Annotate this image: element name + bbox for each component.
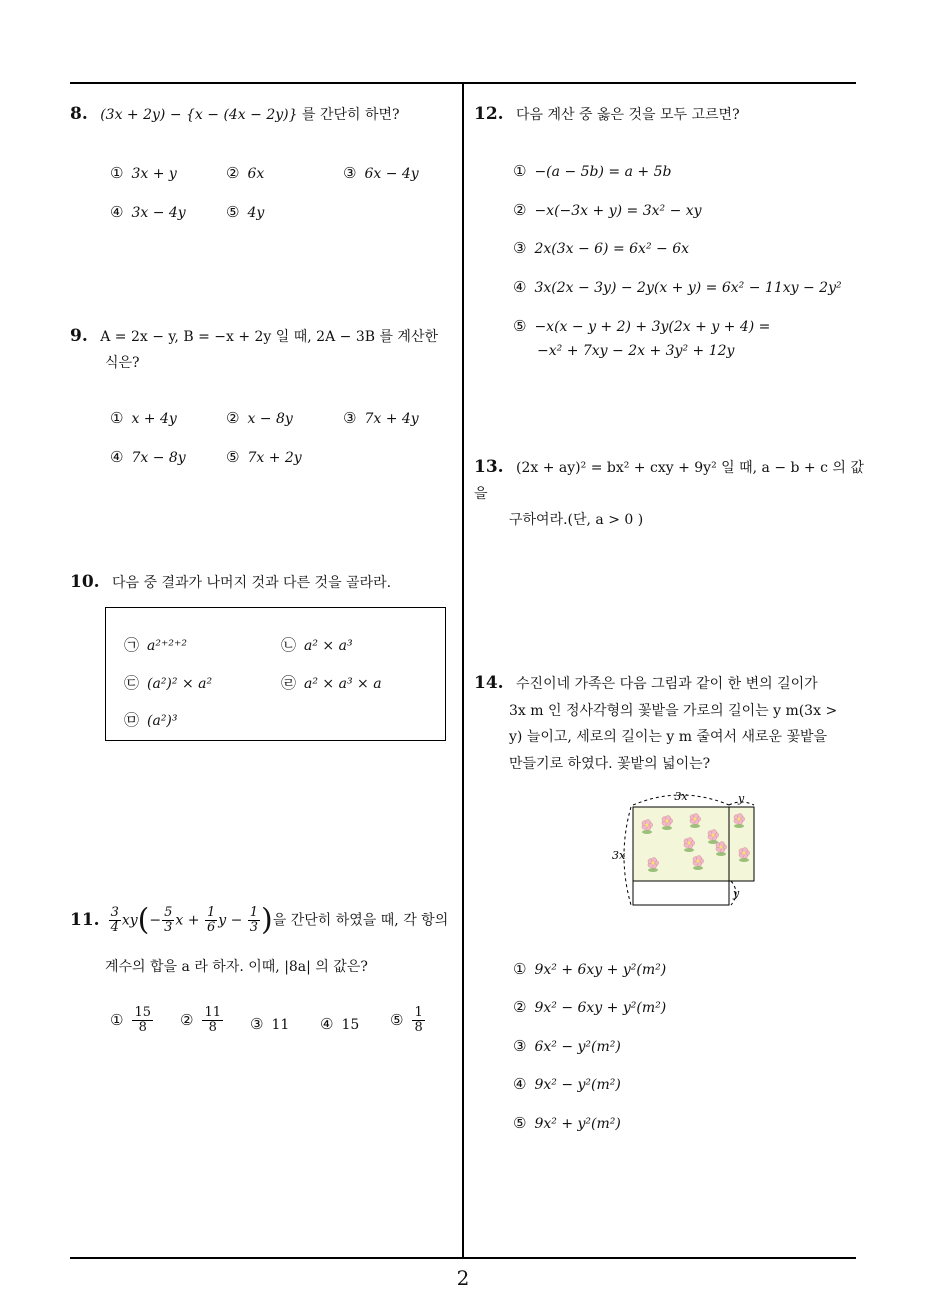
choice-mark: ③: [513, 1037, 527, 1055]
garden-removed-bottom: [633, 881, 729, 905]
garden-figure: [605, 785, 765, 910]
box-item: [124, 634, 187, 655]
question-10: [70, 569, 391, 596]
question-14: [474, 670, 866, 777]
choice[interactable]: [110, 1006, 154, 1035]
choice-mark: ①: [513, 162, 527, 180]
choice-text: −(a − 5b) = a + 5b: [534, 164, 672, 180]
choice-mark: ⑤: [513, 317, 527, 335]
choice-mark: ⑤: [390, 1010, 404, 1029]
choice-text: 7x + 4y: [364, 411, 419, 427]
choice-mark: ①: [110, 1010, 124, 1029]
fraction-denominator: 6: [206, 920, 216, 935]
question-expression: (3x + 2y) − {x − (4x − 2y)}: [100, 107, 298, 123]
choice-text: 15: [341, 1017, 360, 1033]
item-text: a²⁺²⁺²: [147, 638, 187, 654]
choice-mark: ①: [110, 164, 124, 182]
question-text: 를 간단히 하면?: [301, 107, 400, 123]
fraction: [248, 906, 260, 935]
choice-text: 11: [271, 1017, 290, 1033]
choice-mark: ④: [110, 203, 124, 221]
choice[interactable]: [343, 164, 419, 182]
fraction-numerator: 11: [204, 1005, 221, 1020]
choice-mark: ②: [513, 998, 527, 1016]
choice-text: x + 4y: [131, 411, 177, 427]
fraction-denominator: 4: [110, 920, 119, 935]
question-number: 13.: [474, 457, 504, 477]
question-number: 12.: [474, 104, 504, 124]
choice[interactable]: [110, 448, 186, 466]
question-number: 14.: [474, 673, 504, 693]
fraction-denominator: 3: [164, 920, 173, 935]
label-right-top: y: [738, 792, 745, 805]
choice[interactable]: [226, 203, 264, 221]
fraction: [162, 906, 174, 935]
garden-square: [633, 807, 729, 881]
choice-mark: ⑤: [226, 203, 240, 221]
item-mark: ㉤: [124, 711, 140, 729]
box-item: [281, 672, 382, 693]
choice-text: 9x² + 6xy + y²(m²): [534, 962, 667, 978]
fraction: [132, 1006, 153, 1035]
choice[interactable]: [513, 201, 702, 219]
choice-text: x − 8y: [247, 411, 293, 427]
box-item: [281, 634, 353, 655]
item-text: (a²)² × a²: [147, 676, 213, 692]
question-text-line1: A = 2x − y, B = −x + 2y 일 때, 2A − 3B 를 계산한: [100, 329, 439, 345]
choice[interactable]: [513, 1075, 621, 1093]
question-9: [70, 323, 460, 376]
fraction: [412, 1006, 424, 1035]
choice-mark: ①: [513, 960, 527, 978]
choice[interactable]: [320, 1015, 359, 1033]
choice[interactable]: [110, 203, 186, 221]
fraction: [202, 1006, 223, 1035]
box-item: [124, 709, 178, 730]
question-11-line2: [105, 954, 368, 980]
choice-text: −x(x − y + 2) + 3y(2x + y + 4) =: [534, 319, 771, 335]
choice[interactable]: [513, 1037, 621, 1055]
term-y: y −: [218, 912, 247, 929]
question-number: 8.: [70, 104, 88, 124]
choice-text: 9x² − 6xy + y²(m²): [534, 1000, 667, 1016]
label-left: 3x: [612, 849, 626, 862]
fraction-denominator: 8: [138, 1020, 147, 1035]
fraction: [109, 906, 121, 935]
choice-text: 3x(2x − 3y) − 2y(x + y) = 6x² − 11xy − 2y²: [534, 280, 842, 296]
choice-mark: ②: [180, 1010, 194, 1029]
choice-mark: ②: [226, 164, 240, 182]
choice-text: −x² + 7xy − 2x + 3y² + 12y: [537, 343, 735, 359]
choice-text: −x(−3x + y) = 3x² − xy: [534, 203, 702, 219]
choice-text: 7x − 8y: [131, 450, 186, 466]
fraction-numerator: 1: [414, 1005, 423, 1020]
choice-text: 2x(3x − 6) = 6x² − 6x: [534, 241, 689, 257]
label-right-bottom: y: [733, 887, 740, 900]
choice[interactable]: [180, 1006, 224, 1035]
choice[interactable]: [513, 960, 666, 978]
item-text: a² × a³: [304, 638, 353, 654]
right-paren: ): [261, 902, 273, 938]
question-text: 다음 중 결과가 나머지 것과 다른 것을 골라라.: [112, 575, 392, 591]
question-number: 10.: [70, 572, 100, 592]
question-number: 9.: [70, 326, 88, 346]
choice[interactable]: [343, 409, 419, 427]
choice[interactable]: [226, 164, 264, 182]
choice[interactable]: [110, 164, 177, 182]
question-12: [474, 101, 740, 128]
question-text-line2: 구하여라.(단, a > 0 ): [509, 512, 644, 528]
question-text-line1: 을 간단히 하였을 때, 각 항의: [272, 912, 449, 929]
choice-text: 3x + y: [131, 166, 177, 182]
question-text-line3: y) 늘이고, 세로의 길이는 y m 줄여서 새로운 꽃밭을: [509, 729, 828, 745]
fraction-numerator: 15: [134, 1005, 151, 1020]
choice-text: 6x − 4y: [364, 166, 419, 182]
page-number: 2: [456, 1266, 470, 1290]
fraction: [205, 906, 217, 935]
question-text-line2: 식은?: [105, 355, 140, 371]
choice-text: 3x − 4y: [131, 205, 186, 221]
variable-xy: xy: [121, 912, 138, 929]
choice-mark: ④: [513, 1075, 527, 1093]
choice-mark: ②: [513, 201, 527, 219]
choice-mark: ④: [320, 1015, 334, 1033]
choice[interactable]: [513, 1114, 621, 1132]
choice-mark: ④: [110, 448, 124, 466]
item-text: (a²)³: [147, 713, 178, 729]
choice-text: 7x + 2y: [247, 450, 302, 466]
fraction-denominator: 8: [414, 1020, 423, 1035]
label-top: 3x: [674, 790, 688, 803]
question-text-line4: 만들기로 하였다. 꽃밭의 넓이는?: [509, 755, 711, 772]
fraction-denominator: 3: [249, 920, 259, 935]
choice-mark: ④: [513, 278, 527, 296]
question-13: [474, 454, 864, 533]
choice-mark: ③: [343, 409, 357, 427]
question-text-line2: 계수의 합을 a 라 하자. 이때, |8a| 의 값은?: [105, 959, 368, 975]
fraction-numerator: 1: [206, 905, 216, 920]
question-8: [70, 101, 400, 128]
choice[interactable]: [226, 409, 293, 427]
question-text-line1: (2x + ay)² = bx² + cxy + 9y² 일 때, a − b + c 의 값을: [474, 460, 864, 502]
choice-mark: ⑤: [226, 448, 240, 466]
minus-sign: −: [149, 912, 162, 929]
choice[interactable]: [250, 1015, 289, 1033]
choice[interactable]: [390, 1006, 426, 1035]
question-text-line1: 수진이네 가족은 다음 그림과 같이 한 변의 길이가: [516, 676, 818, 692]
question-text: 다음 계산 중 옳은 것을 모두 고르면?: [516, 107, 740, 123]
column-divider: [462, 82, 464, 1258]
options-box: [105, 607, 446, 741]
item-text: a² × a³ × a: [304, 676, 382, 692]
box-item: [124, 672, 212, 693]
choice-mark: ⑤: [513, 1114, 527, 1132]
choice-text: 9x² − y²(m²): [534, 1077, 621, 1093]
choice-text: 4y: [247, 205, 265, 221]
question-11: [70, 902, 462, 938]
choice-text: 6x: [247, 166, 265, 182]
choice-text: 6x² − y²(m²): [534, 1039, 621, 1055]
question-text-line2: 3x m 인 정사각형의 꽃밭을 가로의 길이는 y m(3x >: [509, 702, 838, 719]
question-number: 11.: [70, 909, 100, 930]
fraction-numerator: 1: [249, 905, 259, 920]
item-mark: ㉢: [124, 674, 140, 692]
choice[interactable]: [513, 278, 842, 296]
item-mark: ㉣: [281, 674, 297, 692]
item-mark: ㉡: [281, 636, 297, 654]
choice[interactable]: [226, 448, 302, 466]
term-x: x +: [175, 912, 204, 929]
fraction-numerator: 5: [164, 905, 173, 920]
fraction-numerator: 3: [110, 905, 119, 920]
choice-mark: ①: [110, 409, 124, 427]
choice[interactable]: [513, 317, 770, 335]
choice[interactable]: [110, 409, 177, 427]
left-paren: (: [137, 902, 150, 938]
choice-mark: ②: [226, 409, 240, 427]
choice-continuation: [537, 343, 734, 359]
choice-text: 9x² + y²(m²): [534, 1116, 621, 1132]
choice-mark: ③: [343, 164, 357, 182]
choice-mark: ③: [250, 1015, 264, 1033]
item-mark: ㉠: [124, 636, 140, 654]
choice[interactable]: [513, 998, 666, 1016]
choice-mark: ③: [513, 239, 527, 257]
choice[interactable]: [513, 162, 671, 180]
fraction-denominator: 8: [208, 1020, 217, 1035]
choice[interactable]: [513, 239, 689, 257]
